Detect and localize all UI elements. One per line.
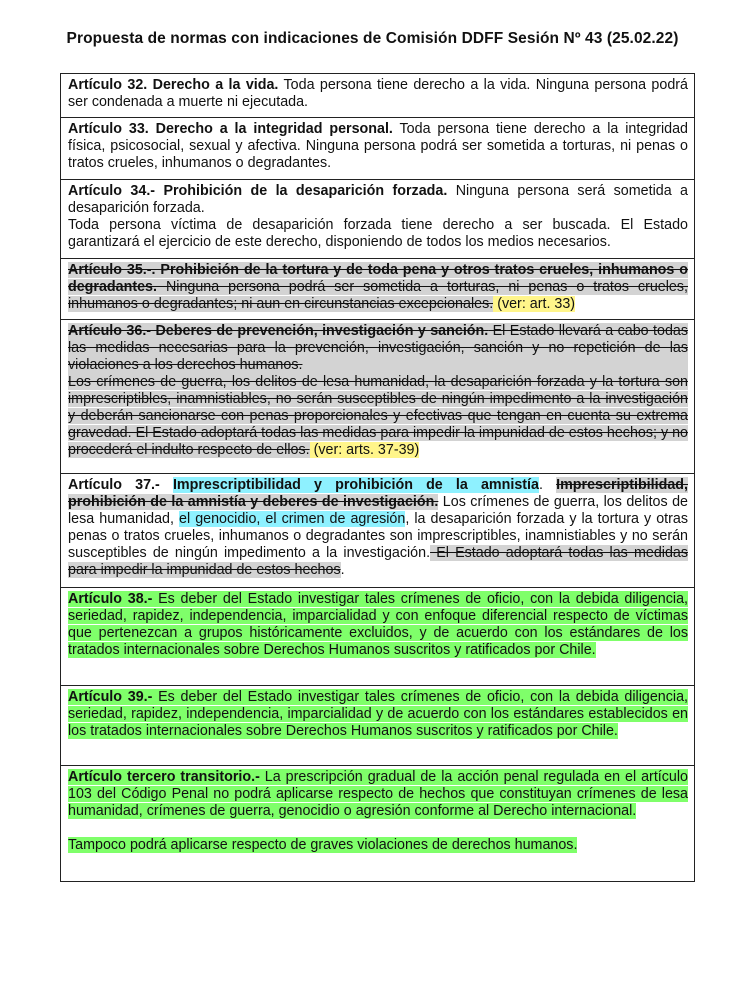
article-34 <box>61 179 694 258</box>
transitional-article-added <box>61 765 694 881</box>
article-text: Toda persona tiene derecho a la vida. Ninguna persona podrá ser condenada a muerte ni ejecutada. <box>68 77 688 110</box>
article-paragraph: Los crímenes de guerra, los delitos de lesa humanidad, la desaparición forzada y la tortura son imprescriptibles, inamnistiables, no serán susceptibles de ningún impedimento a la investigación y deberán sancionarse con penas proporcionales y efectivas que tengan en cuenta su extrema gravedad. El Estado adoptará todas las medidas para impedir la impunidad de estos hechos; y no procederá el indulto respecto de ellos. <box>68 374 688 458</box>
article-text: Es deber del Estado investigar tales crímenes de oficio, con la debida diligencia, seriedad, rapidez, independencia, imparcialidad y con enfoque diferencial respecto de víctimas que pertenezcan a grupos históricamente excluidos, y de acuerdo con los estándares de los tratados internacionales sobre Derechos Humanos suscritos y ratificados por Chile. <box>68 591 688 658</box>
article-36-deleted <box>61 319 694 473</box>
article-text: Los crímenes de guerra, los delitos de lesa humanidad, <box>68 494 689 527</box>
article-39-added <box>61 685 694 765</box>
article-paragraph: Tampoco podrá aplicarse respecto de graves violaciones de derechos humanos. <box>68 837 578 853</box>
articles-table <box>60 73 695 882</box>
article-heading: Artículo 39.- <box>68 689 153 705</box>
article-heading: Artículo 36.- Deberes de prevención, investigación y sanción. <box>68 323 489 339</box>
article-32 <box>61 74 694 117</box>
article-text: La prescripción gradual de la acción penal regulada en el artículo 103 del Código Penal no podrá aplicarse respecto de hechos que constituyan crímenes de lesa humanidad, crímenes de guerra, genocidio o agresión conforme al Derecho internacional. <box>68 769 688 819</box>
added-text: el genocidio, el crimen de agresión <box>179 511 406 527</box>
article-heading: Artículo 33. Derecho a la integridad personal. <box>68 121 393 137</box>
article-33 <box>61 117 694 179</box>
deleted-heading: Imprescriptibilidad, prohibición de la amnistía y deberes de investigación. <box>68 477 688 510</box>
article-text: Toda persona tiene derecho a la integridad física, psicosocial, sexual y afectiva. Ninguna persona podrá ser sometida a torturas, ni penas o tratos crueles, inhumanos o degradantes. <box>68 121 688 171</box>
article-38-added <box>61 587 694 685</box>
article-35-deleted <box>61 258 694 319</box>
article-text: , la desaparición forzada y la tortura y otras penas o tratos crueles, inhumanos o degradantes son imprescriptibles, inamnistiables y no serán susceptibles de ningún impedimento a la investigación. <box>68 511 688 561</box>
reference-note: (ver: art. 33) <box>493 296 576 312</box>
article-heading: Artículo tercero transitorio.- <box>68 769 260 785</box>
article-heading: Artículo 34.- Prohibición de la desaparición forzada. <box>68 183 448 199</box>
deleted-text: El Estado adoptará todas las medidas para impedir la impunidad de estos hechos <box>68 545 688 578</box>
article-paragraph: Toda persona víctima de desaparición forzada tiene derecho a ser buscada. El Estado garantizará el ejercicio de este derecho, disponiendo de todos los medios necesarios. <box>68 217 688 250</box>
article-text: El Estado llevará a cabo todas las medidas necesarias para la prevención, investigación, sanción y no repetición de las violaciones a los derechos humanos. <box>68 323 688 373</box>
article-text: Es deber del Estado investigar tales crímenes de oficio, con la debida diligencia, seriedad, rapidez, independencia, imparcialidad y de acuerdo con los estándares establecidos en los tratados internacionales sobre Derechos Humanos suscritos y ratificados por Chile. <box>68 689 688 739</box>
article-heading: Artículo 32. Derecho a la vida. <box>68 77 279 93</box>
article-heading: Artículo 35.-. Prohibición de la tortura y de toda pena y otros tratos crueles, inhumanos o degradantes. <box>68 262 688 295</box>
article-heading: Artículo 38.- <box>68 591 153 607</box>
page-title: Propuesta de normas con indicaciones de Comisión DDFF Sesión Nº 43 (25.02.22) <box>66 30 679 47</box>
article-37: Artículo 37.- Imprescriptibilidad y prohibición de la amnistía. Imprescriptibilidad, prohibición de la amnistía y deberes de investigación. Los crímenes de guerra, los delitos de lesa humanidad, el genocidio, el crimen de agresión, la desaparición forzada y la tortura y otras penas o tratos crueles, inhumanos o degradantes son imprescriptibles, inamnistiables y no serán susceptibles de ningún impedimento a la investigación. El Estado adoptará todas las medidas para impedir la impunidad de estos hechos. <box>61 473 694 587</box>
new-heading: Imprescriptibilidad y prohibición de la amnistía <box>172 477 539 493</box>
article-text: Ninguna persona será sometida a desaparición forzada. <box>68 183 688 216</box>
article-text: Ninguna persona podrá ser sometida a torturas, ni penas o tratos crueles, inhumanos o degradantes; ni aun en circunstancias excepcionales. <box>68 279 688 312</box>
article-heading: Artículo 37.- <box>68 477 160 493</box>
reference-note: (ver: arts. 37-39) <box>309 442 420 458</box>
